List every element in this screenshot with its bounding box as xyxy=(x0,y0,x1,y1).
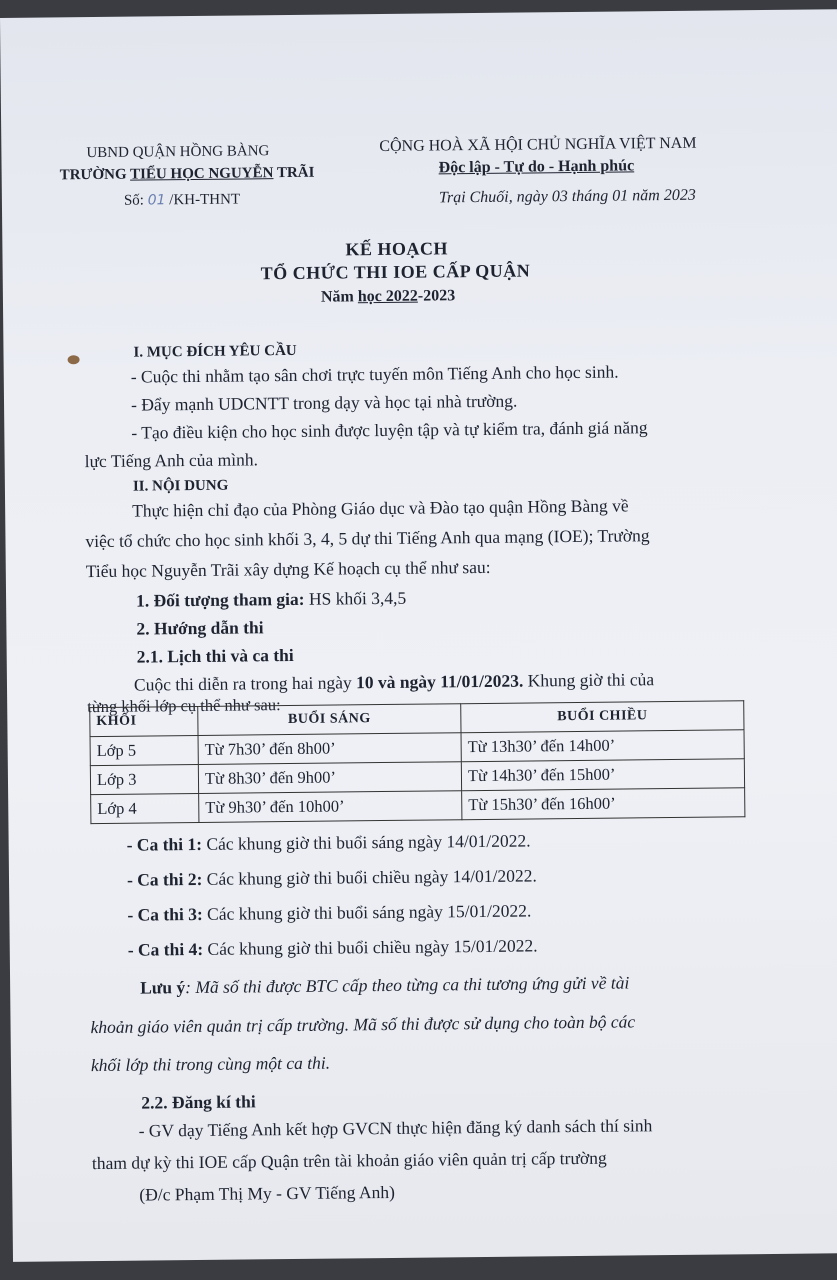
table-header-cell: BUỔI CHIỀU xyxy=(461,701,744,733)
school-year: Năm học 2022-2023 xyxy=(320,287,456,306)
document-page xyxy=(0,9,837,1262)
schedule-intro-line2: từng khối lớp cụ thể như sau: xyxy=(87,695,281,717)
note-line1: Lưu ý: Mã số thi được BTC cấp theo từng ca thi tương ứng gửi về tài xyxy=(140,972,630,998)
nation-name: CỘNG HOÀ XÃ HỘI CHỦ NGHĨA VIỆT NAM xyxy=(379,134,697,156)
school-name: TRƯỜNG TIỂU HỌC NGUYỄN TRÃI xyxy=(59,164,315,184)
table-header-cell: BUỔI SÁNG xyxy=(198,704,461,736)
table-cell: Từ 8h30’ đến 9h00’ xyxy=(198,762,461,794)
table-cell: Từ 13h30’ đến 14h00’ xyxy=(461,730,744,762)
table-row xyxy=(91,788,745,824)
place-date: Trại Chuối, ngày 03 tháng 01 năm 2023 xyxy=(438,186,696,207)
section-2-intro: Tiểu học Nguyễn Trãi xây dựng Kế hoạch cụ thể như sau: xyxy=(85,556,491,582)
section-1-heading: I. MỤC ĐÍCH YÊU CẦU xyxy=(133,342,297,361)
session-line: - Ca thi 2: Các khung giờ thi buổi chiều ngày 14/01/2022. xyxy=(126,865,537,890)
table-cell: Lớp 5 xyxy=(90,735,198,765)
doc-number: Số: 01 /KH-THNT xyxy=(123,191,241,209)
ink-stain xyxy=(68,355,80,364)
table-cell: Lớp 4 xyxy=(91,793,199,823)
schedule-table xyxy=(89,700,745,824)
section-1-item: - Cuộc thi nhằm tạo sân chơi trực tuyến môn Tiếng Anh cho học sinh. xyxy=(130,361,619,387)
registration-heading: 2.2. Đăng kí thi xyxy=(141,1091,256,1113)
note-line2: khoản giáo viên quản trị cấp trường. Mã số thi được sử dụng cho toàn bộ các xyxy=(90,1011,636,1038)
table-cell: Từ 7h30’ đến 8h00’ xyxy=(198,733,461,765)
table-cell: Lớp 3 xyxy=(90,764,198,794)
session-line: - Ca thi 1: Các khung giờ thi buổi sáng ngày 14/01/2022. xyxy=(126,830,531,855)
national-motto: Độc lập - Tự do - Hạnh phúc xyxy=(438,157,635,177)
section-2-intro: Thực hiện chỉ đạo của Phòng Giáo dục và Đào tạo quận Hồng Bàng về xyxy=(132,495,629,521)
note-line3: khối lớp thi trong cùng một ca thi. xyxy=(90,1052,331,1076)
guide-heading: 2. Hướng dẫn thi xyxy=(136,617,264,639)
participants: 1. Đối tượng tham gia: HS khối 3,4,5 xyxy=(136,587,407,611)
handwritten-number: 01 xyxy=(147,192,166,209)
table-cell: Từ 14h30’ đến 15h00’ xyxy=(461,759,744,791)
doc-title-line2: TỔ CHỨC THI IOE CẤP QUẬN xyxy=(260,260,531,284)
section-1-item: lực Tiếng Anh của mình. xyxy=(84,449,259,472)
section-2-intro: việc tổ chức cho học sinh khối 3, 4, 5 dự thi Tiếng Anh qua mạng (IOE); Trường xyxy=(85,525,650,552)
table-cell: Từ 9h30’ đến 10h00’ xyxy=(199,791,462,823)
schedule-intro: Cuộc thi diễn ra trong hai ngày 10 và ngày 11/01/2023. Khung giờ thi của xyxy=(133,669,655,695)
session-line: - Ca thi 4: Các khung giờ thi buổi chiều ngày 15/01/2022. xyxy=(127,935,538,960)
table-cell: Từ 15h30’ đến 16h00’ xyxy=(462,788,745,820)
registration-line: tham dự kỳ thi IOE cấp Quận trên tài khoản giáo viên quản trị cấp trường xyxy=(91,1147,607,1174)
section-1-item: - Tạo điều kiện cho học sinh được luyện tập và tự kiểm tra, đánh giá năng xyxy=(131,417,648,443)
registration-line: - GV dạy Tiếng Anh kết hợp GVCN thực hiện đăng ký danh sách thí sinh xyxy=(138,1115,653,1141)
registration-line: (Đ/c Phạm Thị My - GV Tiếng Anh) xyxy=(139,1181,395,1205)
session-line: - Ca thi 3: Các khung giờ thi buổi sáng ngày 15/01/2022. xyxy=(127,900,532,925)
section-2-heading: II. NỘI DUNG xyxy=(132,477,229,495)
table-header-cell: KHỐI xyxy=(90,706,198,736)
doc-title-line1: KẾ HOẠCH xyxy=(345,238,449,260)
schedule-heading: 2.1. Lịch thi và ca thi xyxy=(136,644,294,667)
section-1-item: - Đẩy mạnh UDCNTT trong dạy và học tại nhà trường. xyxy=(130,390,518,415)
org-name: UBND QUẬN HỒNG BÀNG xyxy=(86,143,270,162)
